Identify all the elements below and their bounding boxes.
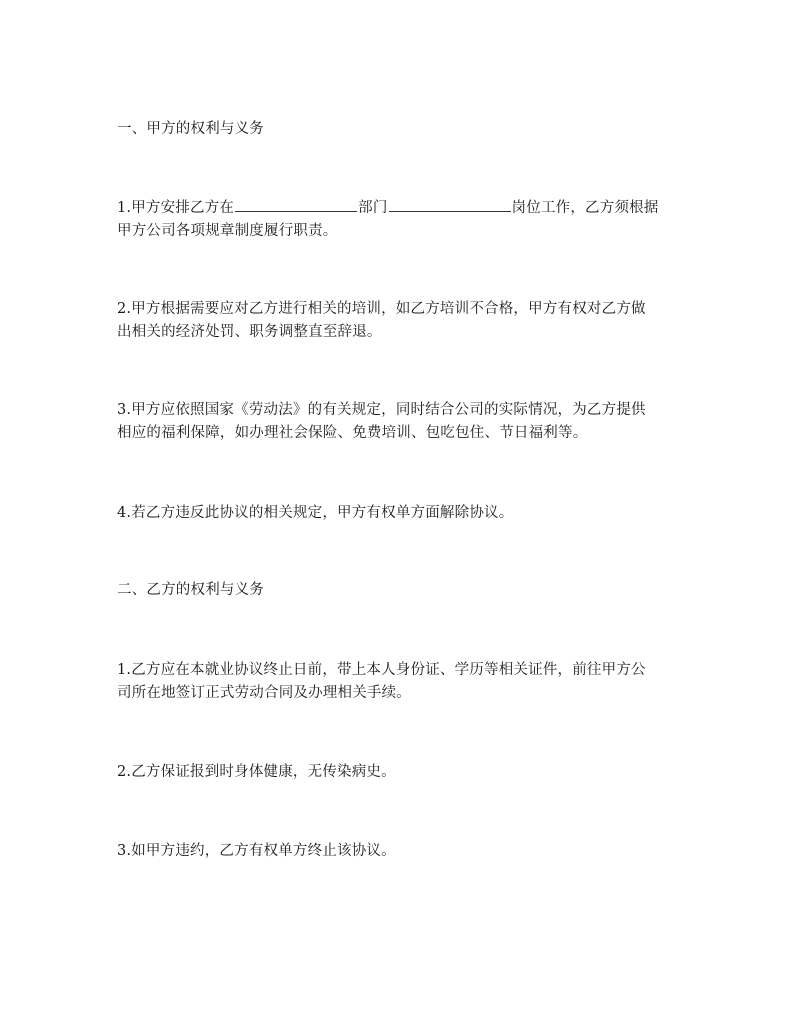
department-blank-field bbox=[235, 196, 357, 212]
section-2-item-3-line-1: 3.如甲方违约，乙方有权单方终止该协议。 bbox=[117, 843, 396, 859]
section-1-item-3-line-2: 相应的福利保障，如办理社会保险、免费培训、包吃包住、节日福利等。 bbox=[117, 425, 588, 441]
section-2-item-1-line-2: 司所在地签订正式劳动合同及办理相关手续。 bbox=[117, 685, 411, 701]
section-1-item-2-line-1: 2.甲方根据需要应对乙方进行相关的培训，如乙方培训不合格，甲方有权对乙方做 bbox=[117, 301, 646, 317]
item-1-text-a: 1.甲方安排乙方在 bbox=[117, 200, 235, 216]
section-1-item-2-line-2: 出相关的经济处罚、职务调整直至辞退。 bbox=[117, 324, 382, 340]
item-1-text-c: 岗位工作，乙方须根据 bbox=[511, 200, 659, 216]
section-1-item-1-line-2: 甲方公司各项规章制度履行职责。 bbox=[117, 223, 338, 239]
section-2-heading: 二、乙方的权利与义务 bbox=[117, 582, 264, 598]
section-1-item-4-line-1: 4.若乙方违反此协议的相关规定，甲方有权单方面解除协议。 bbox=[117, 505, 514, 521]
section-2-item-1-line-1: 1.乙方应在本就业协议终止日前，带上本人身份证、学历等相关证件，前往甲方公 bbox=[117, 662, 646, 678]
section-1-heading: 一、甲方的权利与义务 bbox=[117, 121, 264, 137]
section-1-item-3-line-1: 3.甲方应依照国家《劳动法》的有关规定，同时结合公司的实际情况，为乙方提供 bbox=[117, 402, 646, 418]
section-2-item-2-line-1: 2.乙方保证报到时身体健康，无传染病史。 bbox=[117, 764, 396, 780]
section-1-item-1-line-1 bbox=[117, 196, 687, 220]
item-1-text-b: 部门 bbox=[358, 200, 388, 216]
position-blank-field bbox=[389, 196, 511, 212]
